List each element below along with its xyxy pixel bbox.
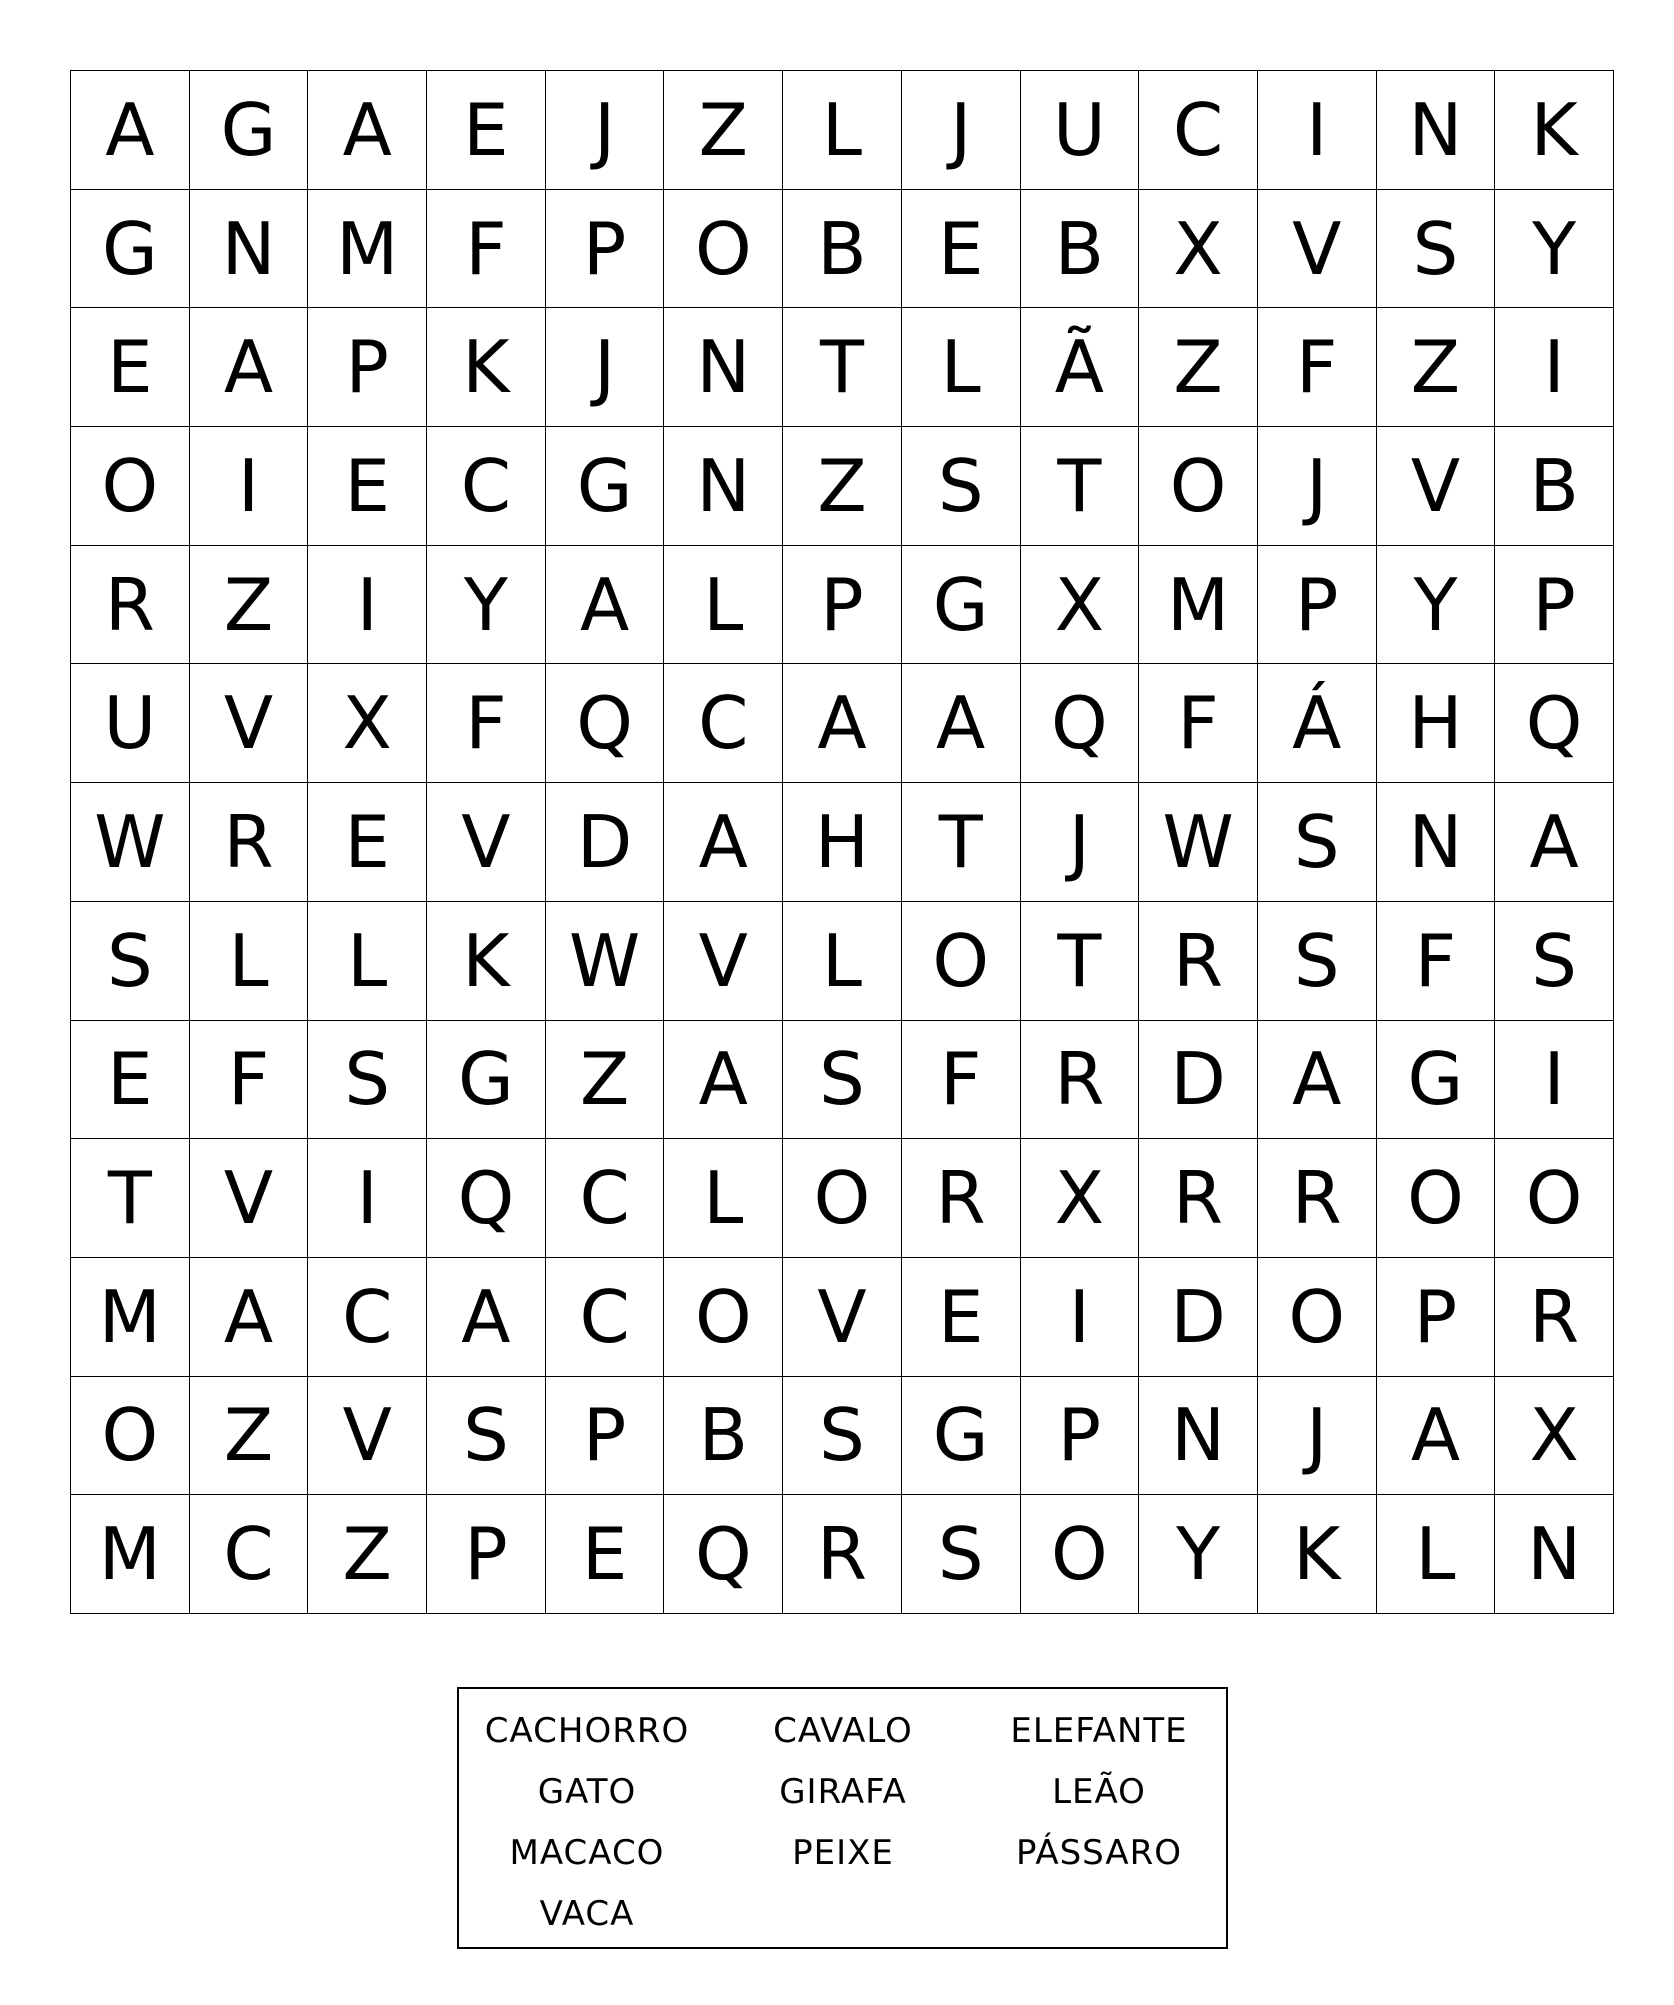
- grid-cell[interactable]: R: [1139, 902, 1258, 1021]
- grid-cell[interactable]: R: [71, 546, 190, 665]
- grid-cell[interactable]: T: [1021, 427, 1140, 546]
- grid-cell[interactable]: J: [546, 71, 665, 190]
- grid-cell[interactable]: A: [783, 664, 902, 783]
- grid-cell[interactable]: S: [427, 1377, 546, 1496]
- grid-cell[interactable]: P: [546, 190, 665, 309]
- grid-cell[interactable]: A: [1258, 1021, 1377, 1140]
- grid-cell[interactable]: N: [1495, 1495, 1614, 1614]
- grid-cell[interactable]: P: [1258, 546, 1377, 665]
- word-list-item: MACACO: [509, 1833, 665, 1873]
- grid-cell[interactable]: R: [1258, 1139, 1377, 1258]
- word-list-item: CAVALO: [773, 1711, 913, 1751]
- grid-cell[interactable]: Z: [190, 546, 309, 665]
- grid-cell[interactable]: H: [1377, 664, 1496, 783]
- grid-cell[interactable]: X: [308, 664, 427, 783]
- grid-cell[interactable]: T: [902, 783, 1021, 902]
- grid-cell[interactable]: C: [1139, 71, 1258, 190]
- grid-cell[interactable]: Á: [1258, 664, 1377, 783]
- grid-cell[interactable]: O: [1495, 1139, 1614, 1258]
- grid-cell[interactable]: I: [1258, 71, 1377, 190]
- grid-cell[interactable]: L: [1377, 1495, 1496, 1614]
- grid-cell[interactable]: M: [1139, 546, 1258, 665]
- grid-cell[interactable]: I: [308, 1139, 427, 1258]
- grid-cell[interactable]: E: [71, 1021, 190, 1140]
- grid-cell[interactable]: L: [902, 308, 1021, 427]
- word-list-item: PEIXE: [792, 1833, 894, 1873]
- grid-cell[interactable]: Z: [190, 1377, 309, 1496]
- grid-cell[interactable]: P: [1377, 1258, 1496, 1377]
- grid-cell[interactable]: N: [664, 308, 783, 427]
- grid-cell[interactable]: S: [783, 1377, 902, 1496]
- grid-cell[interactable]: G: [71, 190, 190, 309]
- grid-cell[interactable]: S: [783, 1021, 902, 1140]
- grid-cell[interactable]: G: [902, 546, 1021, 665]
- grid-cell[interactable]: A: [902, 664, 1021, 783]
- grid-cell[interactable]: P: [546, 1377, 665, 1496]
- grid-cell[interactable]: U: [1021, 71, 1140, 190]
- grid-cell[interactable]: K: [1495, 71, 1614, 190]
- grid-cell[interactable]: K: [427, 308, 546, 427]
- grid-cell[interactable]: O: [664, 1258, 783, 1377]
- grid-cell[interactable]: K: [1258, 1495, 1377, 1614]
- grid-cell[interactable]: V: [427, 783, 546, 902]
- grid-cell[interactable]: Z: [1377, 308, 1496, 427]
- grid-cell[interactable]: L: [783, 71, 902, 190]
- grid-cell[interactable]: Q: [1495, 664, 1614, 783]
- grid-cell[interactable]: I: [1021, 1258, 1140, 1377]
- grid-cell[interactable]: J: [1258, 1377, 1377, 1496]
- grid-cell[interactable]: R: [1495, 1258, 1614, 1377]
- grid-cell[interactable]: A: [664, 783, 783, 902]
- grid-cell[interactable]: S: [1258, 783, 1377, 902]
- grid-cell[interactable]: G: [546, 427, 665, 546]
- grid-cell[interactable]: V: [1377, 427, 1496, 546]
- grid-cell[interactable]: L: [190, 902, 309, 1021]
- grid-cell[interactable]: Y: [427, 546, 546, 665]
- grid-cell[interactable]: V: [308, 1377, 427, 1496]
- grid-cell[interactable]: E: [902, 1258, 1021, 1377]
- grid-cell[interactable]: B: [783, 190, 902, 309]
- grid-cell[interactable]: J: [1258, 427, 1377, 546]
- grid-cell[interactable]: Y: [1139, 1495, 1258, 1614]
- grid-cell[interactable]: N: [1139, 1377, 1258, 1496]
- grid-cell[interactable]: C: [190, 1495, 309, 1614]
- grid-cell[interactable]: Z: [664, 71, 783, 190]
- grid-cell[interactable]: A: [1377, 1377, 1496, 1496]
- grid-cell[interactable]: Q: [664, 1495, 783, 1614]
- grid-cell[interactable]: P: [1021, 1377, 1140, 1496]
- grid-cell[interactable]: L: [308, 902, 427, 1021]
- word-list-item: LEÃO: [1052, 1772, 1146, 1812]
- grid-cell[interactable]: O: [71, 427, 190, 546]
- grid-cell[interactable]: O: [1021, 1495, 1140, 1614]
- grid-cell[interactable]: A: [1495, 783, 1614, 902]
- grid-cell[interactable]: S: [1377, 190, 1496, 309]
- grid-cell[interactable]: Q: [1021, 664, 1140, 783]
- word-search-grid: [70, 70, 1614, 1614]
- grid-cell[interactable]: F: [190, 1021, 309, 1140]
- word-list-item: PÁSSARO: [1015, 1833, 1183, 1873]
- grid-cell[interactable]: L: [664, 546, 783, 665]
- grid-cell[interactable]: Q: [546, 664, 665, 783]
- grid-cell[interactable]: F: [427, 664, 546, 783]
- grid-cell[interactable]: O: [71, 1377, 190, 1496]
- grid-cell[interactable]: G: [427, 1021, 546, 1140]
- grid-cell[interactable]: J: [546, 308, 665, 427]
- grid-cell[interactable]: S: [902, 427, 1021, 546]
- grid-cell[interactable]: E: [902, 190, 1021, 309]
- grid-cell[interactable]: R: [902, 1139, 1021, 1258]
- grid-cell[interactable]: Z: [1139, 308, 1258, 427]
- grid-cell[interactable]: R: [190, 783, 309, 902]
- grid-cell[interactable]: I: [1495, 1021, 1614, 1140]
- grid-cell[interactable]: J: [902, 71, 1021, 190]
- grid-cell[interactable]: E: [71, 308, 190, 427]
- grid-cell[interactable]: F: [1377, 902, 1496, 1021]
- grid-cell[interactable]: O: [1377, 1139, 1496, 1258]
- grid-cell[interactable]: B: [1021, 190, 1140, 309]
- grid-cell[interactable]: S: [1258, 902, 1377, 1021]
- grid-cell[interactable]: M: [308, 190, 427, 309]
- grid-cell[interactable]: D: [546, 783, 665, 902]
- grid-cell[interactable]: R: [783, 1495, 902, 1614]
- grid-cell[interactable]: O: [783, 1139, 902, 1258]
- grid-cell[interactable]: Y: [1495, 190, 1614, 309]
- grid-cell[interactable]: R: [1139, 1139, 1258, 1258]
- grid-cell[interactable]: I: [1495, 308, 1614, 427]
- grid-cell[interactable]: V: [190, 1139, 309, 1258]
- grid-cell[interactable]: N: [190, 190, 309, 309]
- grid-cell[interactable]: H: [783, 783, 902, 902]
- grid-cell[interactable]: W: [71, 783, 190, 902]
- grid-cell[interactable]: F: [427, 190, 546, 309]
- grid-cell[interactable]: Z: [546, 1021, 665, 1140]
- grid-cell[interactable]: E: [308, 783, 427, 902]
- grid-cell[interactable]: E: [427, 71, 546, 190]
- grid-cell[interactable]: V: [1258, 190, 1377, 309]
- grid-cell[interactable]: Q: [427, 1139, 546, 1258]
- grid-cell[interactable]: P: [427, 1495, 546, 1614]
- grid-cell[interactable]: G: [190, 71, 309, 190]
- grid-cell[interactable]: A: [427, 1258, 546, 1377]
- grid-cell[interactable]: X: [1021, 1139, 1140, 1258]
- grid-cell[interactable]: X: [1021, 546, 1140, 665]
- word-list-item: ELEFANTE: [1010, 1711, 1188, 1751]
- grid-cell[interactable]: V: [190, 664, 309, 783]
- grid-cell[interactable]: S: [71, 902, 190, 1021]
- grid-cell[interactable]: N: [1377, 71, 1496, 190]
- grid-cell[interactable]: C: [427, 427, 546, 546]
- grid-cell[interactable]: O: [664, 190, 783, 309]
- grid-cell[interactable]: T: [1021, 902, 1140, 1021]
- grid-cell[interactable]: G: [902, 1377, 1021, 1496]
- grid-cell[interactable]: J: [1021, 783, 1140, 902]
- grid-cell[interactable]: T: [783, 308, 902, 427]
- grid-cell[interactable]: L: [783, 902, 902, 1021]
- grid-cell[interactable]: C: [664, 664, 783, 783]
- grid-cell[interactable]: O: [1139, 427, 1258, 546]
- grid-cell[interactable]: B: [664, 1377, 783, 1496]
- grid-cell[interactable]: W: [1139, 783, 1258, 902]
- grid-cell[interactable]: M: [71, 1258, 190, 1377]
- grid-cell[interactable]: S: [902, 1495, 1021, 1614]
- grid-cell[interactable]: F: [1139, 664, 1258, 783]
- grid-cell[interactable]: I: [190, 427, 309, 546]
- grid-cell[interactable]: P: [308, 308, 427, 427]
- grid-cell[interactable]: E: [546, 1495, 665, 1614]
- grid-cell[interactable]: C: [308, 1258, 427, 1377]
- grid-cell[interactable]: X: [1495, 1377, 1614, 1496]
- word-list-item: CACHORRO: [484, 1711, 690, 1751]
- grid-cell[interactable]: A: [190, 1258, 309, 1377]
- grid-cell[interactable]: A: [190, 308, 309, 427]
- grid-cell[interactable]: A: [546, 546, 665, 665]
- grid-cell[interactable]: P: [1495, 546, 1614, 665]
- word-list: [457, 1687, 1228, 1949]
- grid-cell[interactable]: U: [71, 664, 190, 783]
- grid-cell[interactable]: Z: [783, 427, 902, 546]
- grid-cell[interactable]: I: [308, 546, 427, 665]
- grid-cell[interactable]: M: [71, 1495, 190, 1614]
- grid-cell[interactable]: Ã: [1021, 308, 1140, 427]
- grid-cell[interactable]: O: [1258, 1258, 1377, 1377]
- grid-cell[interactable]: T: [71, 1139, 190, 1258]
- grid-cell[interactable]: N: [664, 427, 783, 546]
- grid-cell[interactable]: L: [664, 1139, 783, 1258]
- grid-cell[interactable]: X: [1139, 190, 1258, 309]
- grid-cell[interactable]: W: [546, 902, 665, 1021]
- grid-cell[interactable]: D: [1139, 1021, 1258, 1140]
- word-list-item: GIRAFA: [779, 1772, 907, 1812]
- grid-cell[interactable]: Z: [308, 1495, 427, 1614]
- grid-cell[interactable]: V: [783, 1258, 902, 1377]
- grid-cell[interactable]: P: [783, 546, 902, 665]
- grid-cell[interactable]: E: [308, 427, 427, 546]
- grid-cell[interactable]: N: [1377, 783, 1496, 902]
- grid-cell[interactable]: F: [902, 1021, 1021, 1140]
- grid-cell[interactable]: B: [1495, 427, 1614, 546]
- grid-cell[interactable]: F: [1258, 308, 1377, 427]
- grid-cell[interactable]: D: [1139, 1258, 1258, 1377]
- grid-cell[interactable]: C: [546, 1139, 665, 1258]
- grid-cell[interactable]: A: [71, 71, 190, 190]
- grid-cell[interactable]: G: [1377, 1021, 1496, 1140]
- grid-cell[interactable]: S: [1495, 902, 1614, 1021]
- grid-cell[interactable]: A: [308, 71, 427, 190]
- word-list-item: VACA: [539, 1894, 635, 1934]
- word-list-item: GATO: [537, 1772, 637, 1812]
- grid-cell[interactable]: O: [902, 902, 1021, 1021]
- grid-cell[interactable]: C: [546, 1258, 665, 1377]
- grid-cell[interactable]: R: [1021, 1021, 1140, 1140]
- grid-cell[interactable]: Y: [1377, 546, 1496, 665]
- grid-cell[interactable]: S: [308, 1021, 427, 1140]
- grid-cell[interactable]: A: [664, 1021, 783, 1140]
- grid-cell[interactable]: V: [664, 902, 783, 1021]
- grid-cell[interactable]: K: [427, 902, 546, 1021]
